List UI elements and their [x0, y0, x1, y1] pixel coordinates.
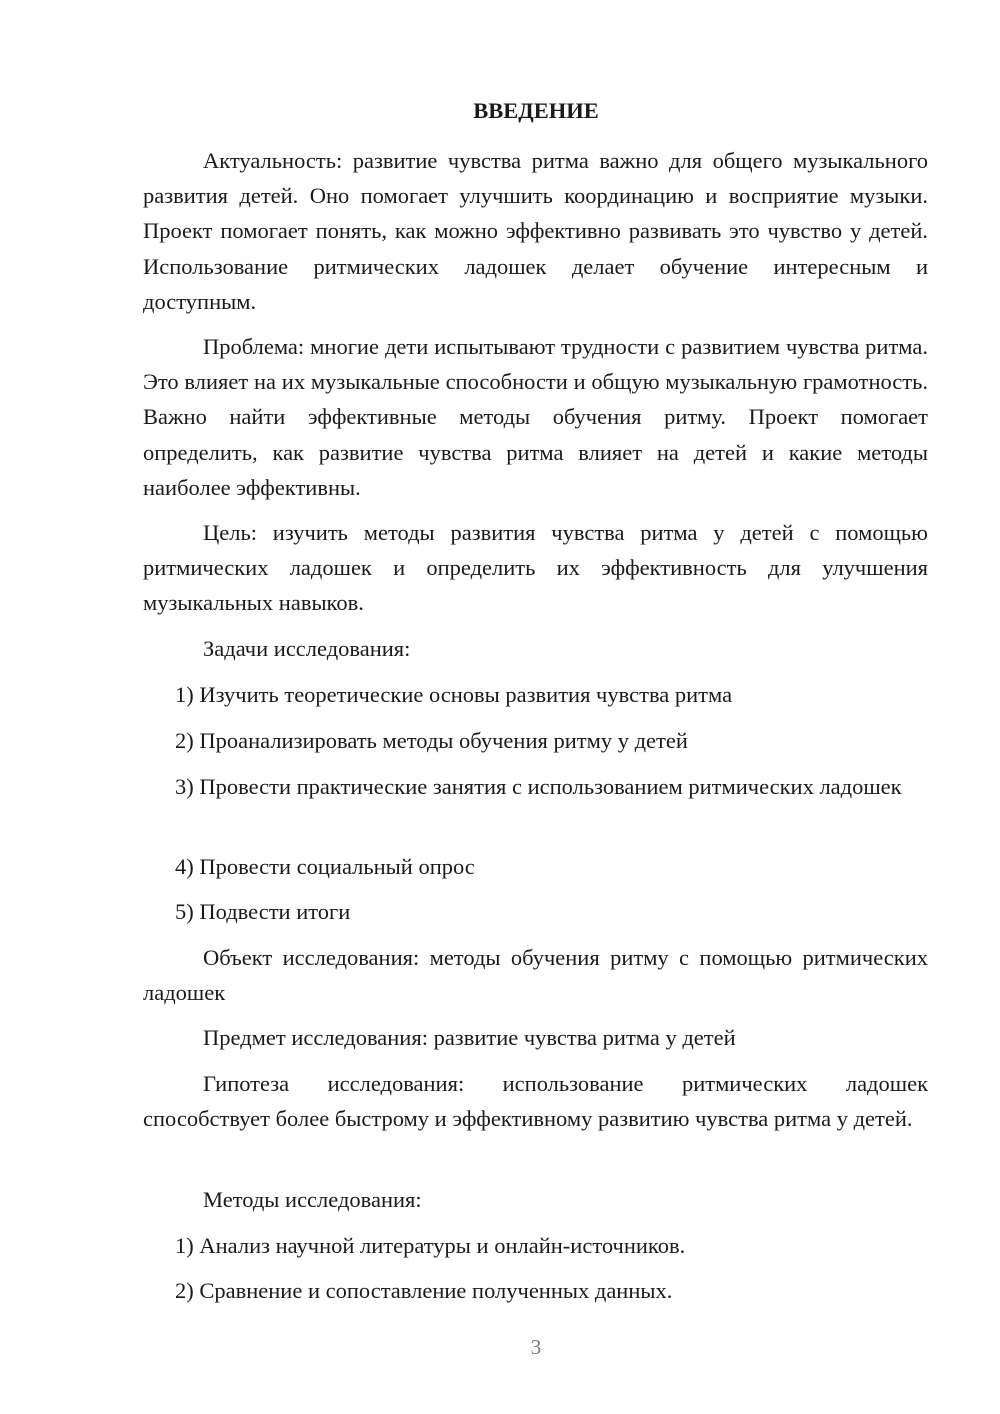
hypothesis-paragraph: Гипотеза исследования: использование ритмических ладошек способствует более быстрому и эффективному развитию чувства ритма у детей.: [143, 1071, 928, 1132]
method-item: 1) Анализ научной литературы и онлайн-источников.: [175, 1233, 686, 1258]
tasks-heading: Задачи исследования:: [203, 636, 411, 661]
method-item: 2) Сравнение и сопоставление полученных данных.: [175, 1278, 673, 1303]
methods-heading: Методы исследования:: [203, 1187, 422, 1212]
task-item: 4) Провести социальный опрос: [175, 854, 475, 879]
relevance-paragraph: Актуальность: развитие чувства ритма важно для общего музыкального развития детей. Оно помогает улучшить координацию и восприятие музыки. Проект помогает понять, как можно эффективно развивать это чувство у детей. Использование ритмических ладошек делает обучение интересным и доступным.: [143, 148, 928, 314]
problem-paragraph: Проблема: многие дети испытывают трудности с развитием чувства ритма. Это влияет на их музыкальные способности и общую музыкальную грамотность. Важно найти эффективные методы обучения ритму. Проект помогает определить, как развитие чувства ритма влияет на детей и какие методы наиболее эффективны.: [143, 334, 928, 500]
page-title: ВВЕДЕНИЕ: [473, 98, 599, 123]
task-item: 3) Провести практические занятия с использованием ритмических ладошек: [175, 774, 902, 799]
subject-paragraph: Предмет исследования: развитие чувства ритма у детей: [203, 1025, 736, 1050]
goal-paragraph: Цель: изучить методы развития чувства ритма у детей с помощью ритмических ладошек и определить их эффективность для улучшения музыкальных навыков.: [143, 520, 928, 616]
page-number: 3: [530, 1335, 542, 1359]
task-item: 5) Подвести итоги: [175, 899, 351, 924]
object-paragraph: Объект исследования: методы обучения ритму с помощью ритмических ладошек: [143, 945, 928, 1006]
task-item: 1) Изучить теоретические основы развития чувства ритма: [175, 682, 733, 707]
task-item: 2) Проанализировать методы обучения ритму у детей: [175, 728, 688, 753]
